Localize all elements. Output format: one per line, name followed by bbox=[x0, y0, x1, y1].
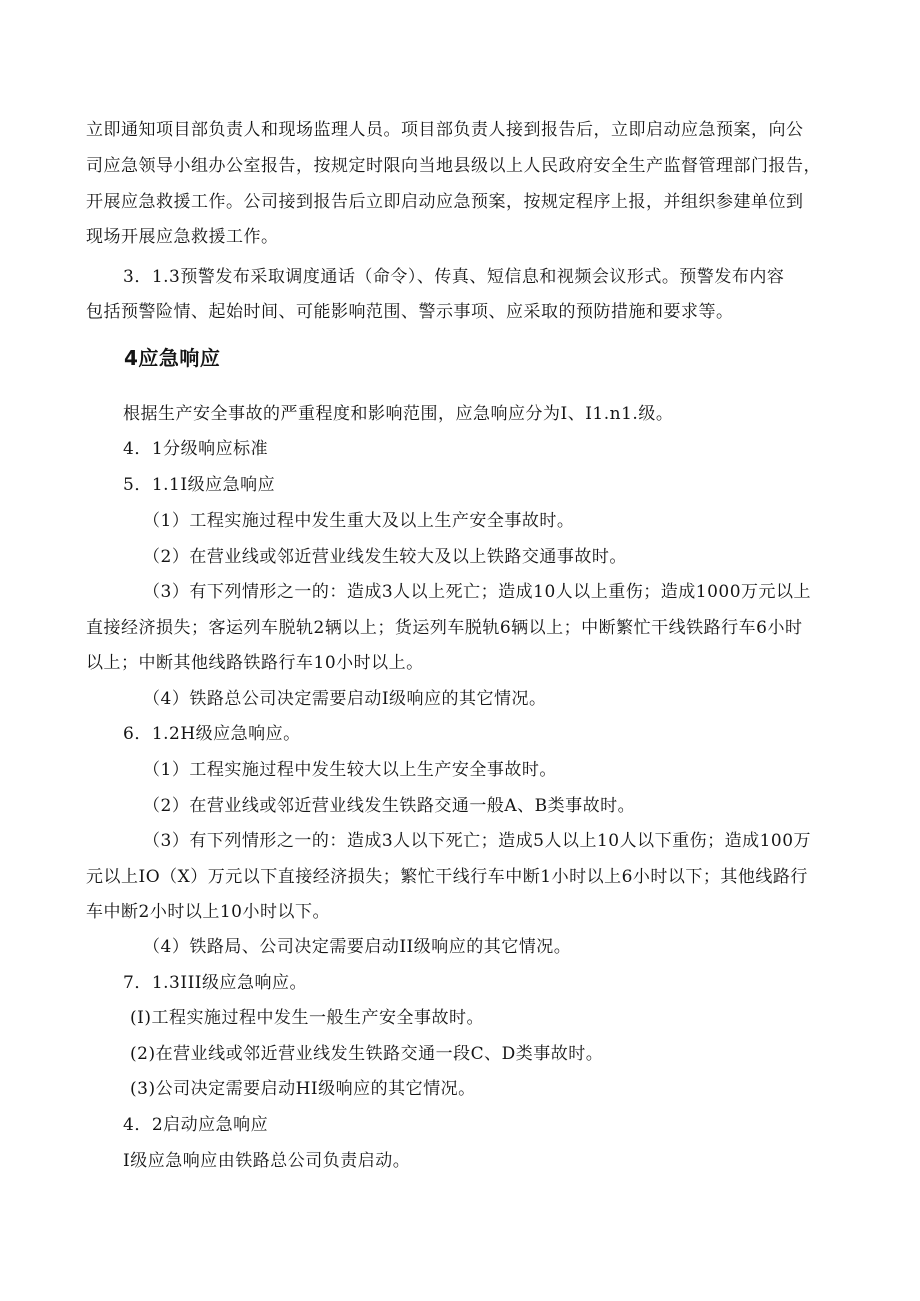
paragraph-line-1: 立即通知项目部负责人和现场监理人员。项目部负责人接到报告后，立即启动应急预案，向公 bbox=[86, 120, 804, 140]
list-item-level-2-3-cont-1: 元以上IO（X）万元以下直接经济损失；繁忙干线行车中断1小时以上6小时以下；其他线路行 bbox=[86, 867, 808, 887]
subsection-title-4-2: 4．2启动应急响应 bbox=[123, 1115, 269, 1135]
list-item-level-2-3: （3）有下列情形之一的：造成3人以下死亡；造成5人以上10人以下重伤；造成100万 bbox=[143, 831, 812, 851]
list-item-level-1-3: （3）有下列情形之一的：造成3人以上死亡；造成10人以上重伤；造成1000万元以上 bbox=[143, 582, 812, 602]
paragraph-line-3: 开展应急救援工作。公司接到报告后立即启动应急预案，按规定程序上报，并组织参建单位到 bbox=[86, 192, 804, 212]
list-item-level-1-1: （1）工程实施过程中发生重大及以上生产安全事故时。 bbox=[143, 511, 575, 531]
paragraph-line-8: 根据生产安全事故的严重程度和影响范围，应急响应分为I、I1.n1.级。 bbox=[123, 404, 674, 424]
section-heading: 4应急响应 bbox=[124, 346, 221, 370]
subsection-title-4-1: 4．1分级响应标准 bbox=[123, 439, 269, 459]
list-item-level-1-4: （4）铁路总公司决定需要启动I级响应的其它情况。 bbox=[143, 689, 547, 709]
list-item-level-3-1: (I)工程实施过程中发生一般生产安全事故时。 bbox=[130, 1008, 484, 1028]
list-item-level-2-4: （4）铁路局、公司决定需要启动II级响应的其它情况。 bbox=[143, 937, 572, 957]
paragraph-line-2: 司应急领导小组办公室报告，按规定时限向当地县级以上人民政府安全生产监督管理部门报告， bbox=[86, 156, 821, 176]
list-item-level-1-3-cont-1: 直接经济损失；客运列车脱轨2辆以上；货运列车脱轨6辆以上；中断繁忙干线铁路行车6小时 bbox=[86, 618, 803, 638]
paragraph-line-6: 包括预警险情、起始时间、可能影响范围、警示事项、应采取的预防措施和要求等。 bbox=[86, 302, 734, 322]
subsection-title-level-2: 6．1.2H级应急响应。 bbox=[123, 724, 301, 744]
list-item-level-2-3-cont-2: 车中断2小时以上10小时以下。 bbox=[86, 902, 330, 922]
paragraph-line-4: 现场开展应急救援工作。 bbox=[86, 227, 279, 247]
list-item-level-2-1: （1）工程实施过程中发生较大以上生产安全事故时。 bbox=[143, 760, 557, 780]
list-item-level-1-2: （2）在营业线或邻近营业线发生较大及以上铁路交通事故时。 bbox=[143, 547, 627, 567]
list-item-level-1-3-cont-2: 以上；中断其他线路铁路行车10小时以上。 bbox=[86, 653, 424, 673]
subsection-title-level-3: 7．1.3III级应急响应。 bbox=[123, 973, 307, 993]
list-item-level-3-2: (2)在营业线或邻近营业线发生铁路交通一段C、D类事故时。 bbox=[130, 1044, 604, 1064]
list-item-level-3-3: (3)公司决定需要启动HI级响应的其它情况。 bbox=[130, 1079, 476, 1099]
paragraph-line-5: 3．1.3预警发布采取调度通话（命令）、传真、短信息和视频会议形式。预警发布内容 bbox=[123, 267, 785, 287]
list-item-level-2-2: （2）在营业线或邻近营业线发生铁路交通一般A、B类事故时。 bbox=[143, 796, 636, 816]
subsection-title-level-1: 5．1.1I级应急响应 bbox=[123, 475, 276, 495]
paragraph-line-last: I级应急响应由铁路总公司负责启动。 bbox=[123, 1151, 411, 1171]
